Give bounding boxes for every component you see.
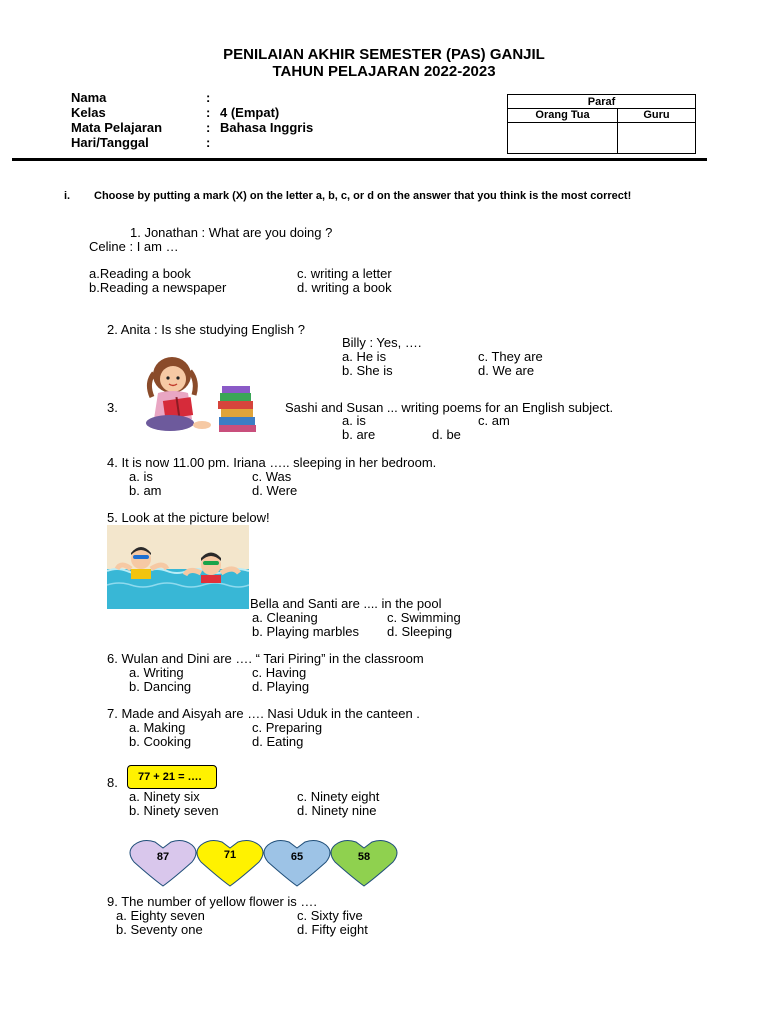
heart-icon bbox=[264, 841, 330, 886]
q6-option-d[interactable]: d. Playing bbox=[252, 679, 310, 694]
q2-option-d[interactable]: d. We are bbox=[478, 363, 535, 378]
paraf-teacher-signature[interactable] bbox=[618, 123, 695, 153]
q2-line2: Billy : Yes, …. bbox=[342, 335, 422, 350]
field-value-kelas: 4 (Empat) bbox=[220, 105, 280, 120]
page-title: PENILAIAN AKHIR SEMESTER (PAS) GANJIL bbox=[223, 46, 545, 63]
heart-icon bbox=[197, 841, 263, 886]
q9-option-c[interactable]: c. Sixty five bbox=[297, 908, 363, 923]
heart-label: 87 bbox=[156, 851, 170, 863]
q9-option-a[interactable]: a. Eighty seven bbox=[116, 908, 205, 923]
q4-text: 4. It is now 11.00 pm. Iriana ….. sleeping in her bedroom. bbox=[107, 455, 437, 470]
q7-option-c[interactable]: c. Preparing bbox=[252, 720, 323, 735]
q9-option-d[interactable]: d. Fifty eight bbox=[297, 922, 368, 937]
q4-option-c[interactable]: c. Was bbox=[252, 469, 292, 484]
heart-label: 58 bbox=[357, 851, 371, 863]
q8-option-c[interactable]: c. Ninety eight bbox=[297, 789, 380, 804]
field-colon: : bbox=[206, 90, 211, 105]
q1-option-a[interactable]: a.Reading a book bbox=[89, 266, 191, 281]
q7-text: 7. Made and Aisyah are …. Nasi Uduk in the canteen . bbox=[107, 706, 420, 721]
paraf-table bbox=[507, 94, 696, 154]
q1-option-d[interactable]: d. writing a book bbox=[297, 280, 392, 295]
q3-option-a[interactable]: a. is bbox=[342, 413, 366, 428]
heart-icon bbox=[130, 841, 196, 886]
field-label-nama: Nama bbox=[71, 90, 107, 105]
field-label-kelas: Kelas bbox=[71, 105, 106, 120]
q8-option-a[interactable]: a. Ninety six bbox=[129, 789, 200, 804]
header-divider bbox=[12, 158, 707, 161]
q6-option-b[interactable]: b. Dancing bbox=[129, 679, 192, 694]
math-question-box: 77 + 21 = …. bbox=[127, 765, 217, 789]
heart-icon bbox=[331, 841, 397, 886]
field-colon: : bbox=[206, 120, 211, 135]
q5-option-d[interactable]: d. Sleeping bbox=[387, 624, 453, 639]
q2-option-a[interactable]: a. He is bbox=[342, 349, 387, 364]
q8-option-b[interactable]: b. Ninety seven bbox=[129, 803, 219, 818]
swimming-pool-illustration bbox=[107, 525, 249, 609]
field-colon: : bbox=[206, 105, 211, 120]
paraf-col-parent: Orang Tua bbox=[535, 109, 590, 121]
hearts-row bbox=[128, 838, 400, 888]
q4-option-b[interactable]: b. am bbox=[129, 483, 162, 498]
q6-option-a[interactable]: a. Writing bbox=[129, 665, 184, 680]
field-value-mapel: Bahasa Inggris bbox=[220, 120, 314, 135]
heart-label: 65 bbox=[290, 851, 304, 863]
paraf-title: Paraf bbox=[587, 96, 616, 108]
girl-reading-illustration bbox=[140, 353, 260, 435]
instruction-number: i. bbox=[64, 190, 71, 202]
q4-option-a[interactable]: a. is bbox=[129, 469, 153, 484]
field-label-hari: Hari/Tanggal bbox=[71, 135, 149, 150]
q7-option-b[interactable]: b. Cooking bbox=[129, 734, 192, 749]
q1-line2: Celine : I am … bbox=[89, 239, 179, 254]
q3-number: 3. bbox=[107, 400, 118, 415]
q8-number: 8. bbox=[107, 775, 118, 790]
q2-line1: 2. Anita : Is she studying English ? bbox=[107, 322, 306, 337]
q2-option-c[interactable]: c. They are bbox=[478, 349, 543, 364]
q5-text: 5. Look at the picture below! bbox=[107, 510, 270, 525]
q9-text: 9. The number of yellow flower is …. bbox=[107, 894, 318, 909]
q3-text: Sashi and Susan ... writing poems for an English subject. bbox=[285, 400, 614, 415]
q1-line1: 1. Jonathan : What are you doing ? bbox=[130, 225, 333, 240]
q5-caption: Bella and Santi are .... in the pool bbox=[250, 596, 442, 611]
q3-option-d[interactable]: d. be bbox=[432, 427, 461, 442]
q8-option-d[interactable]: d. Ninety nine bbox=[297, 803, 377, 818]
q5-option-a[interactable]: a. Cleaning bbox=[252, 610, 318, 625]
q1-option-c[interactable]: c. writing a letter bbox=[297, 266, 392, 281]
q9-option-b[interactable]: b. Seventy one bbox=[116, 922, 203, 937]
q7-option-d[interactable]: d. Eating bbox=[252, 734, 304, 749]
paraf-parent-signature[interactable] bbox=[508, 123, 617, 153]
q7-option-a[interactable]: a. Making bbox=[129, 720, 186, 735]
q1-option-b[interactable]: b.Reading a newspaper bbox=[89, 280, 227, 295]
heart-label: 71 bbox=[223, 849, 237, 861]
q6-text: 6. Wulan and Dini are …. “ Tari Piring” in the classroom bbox=[107, 651, 424, 666]
field-label-mapel: Mata Pelajaran bbox=[71, 120, 163, 135]
q2-option-b[interactable]: b. She is bbox=[342, 363, 393, 378]
paraf-col-teacher: Guru bbox=[643, 109, 670, 121]
q3-option-b[interactable]: b. are bbox=[342, 427, 376, 442]
page-subtitle: TAHUN PELAJARAN 2022-2023 bbox=[272, 63, 496, 80]
q4-option-d[interactable]: d. Were bbox=[252, 483, 298, 498]
q5-option-b[interactable]: b. Playing marbles bbox=[252, 624, 359, 639]
instruction-text: Choose by putting a mark (X) on the letter a, b, c, or d on the answer that you think is the most correct! bbox=[94, 190, 632, 202]
q6-option-c[interactable]: c. Having bbox=[252, 665, 307, 680]
q3-option-c[interactable]: c. am bbox=[478, 413, 510, 428]
field-colon: : bbox=[206, 135, 211, 150]
q5-option-c[interactable]: c. Swimming bbox=[387, 610, 461, 625]
